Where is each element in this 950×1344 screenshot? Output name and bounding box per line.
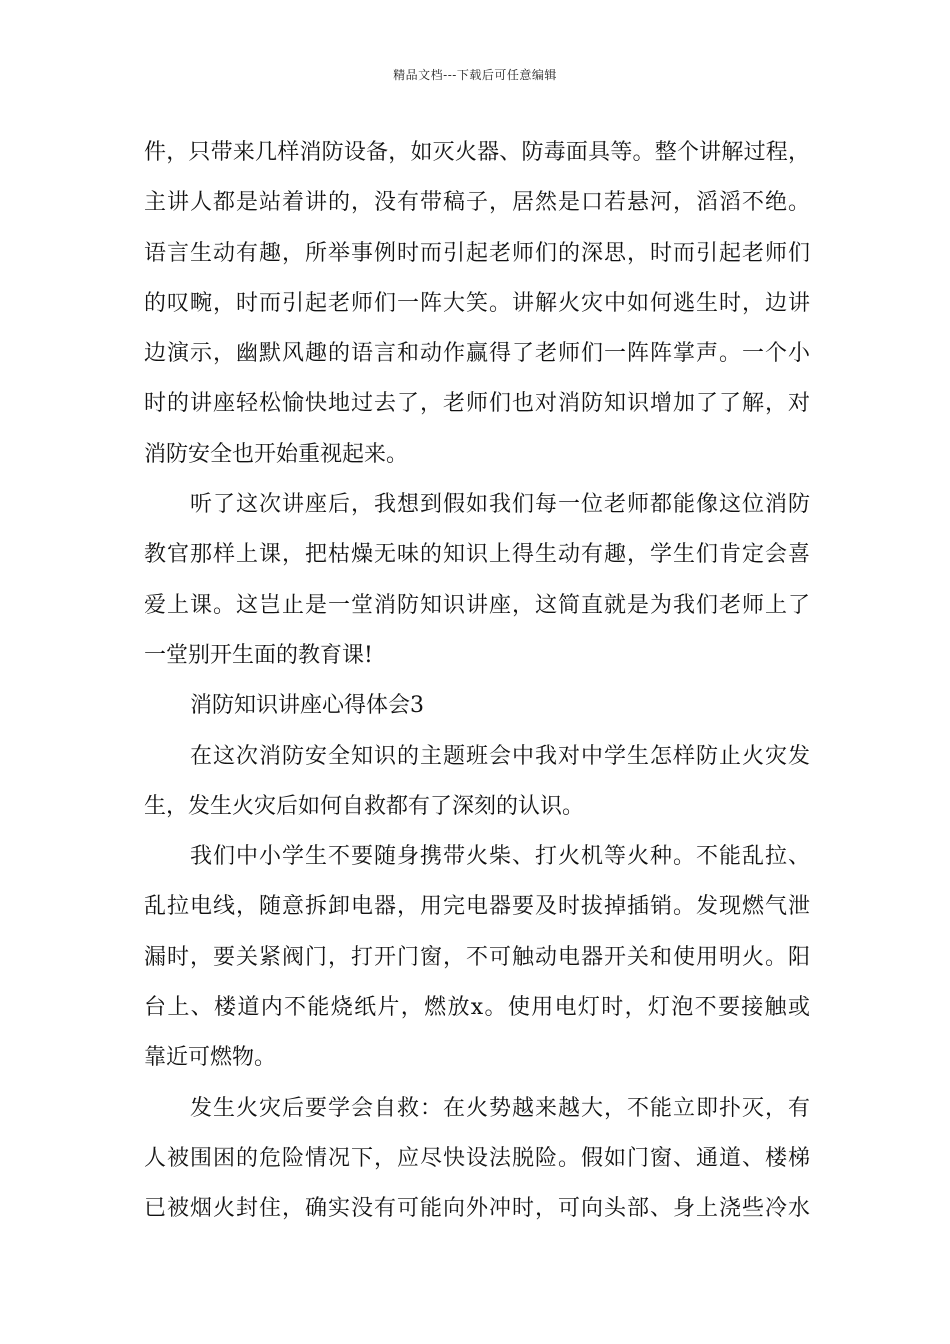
paragraph-first-line: 在这次消防安全知识的主题班会中我对中学生怎样防止火灾发 bbox=[190, 743, 810, 769]
paragraph-first-line: 我们中小学生不要随身携带火柴、打火机等火种。不能乱拉、 bbox=[190, 844, 810, 870]
text-line: 生，发生火灾后如何自救都有了深刻的认识。 bbox=[144, 793, 585, 819]
text-line: 爱上课。这岂止是一堂消防知识讲座，这简直就是为我们老师上了 bbox=[144, 592, 810, 618]
text-line: 一堂别开生面的教育课! bbox=[144, 642, 373, 668]
text-line: 已被烟火封住，确实没有可能向外冲时，可向头部、身上浇些冷水 bbox=[144, 1196, 810, 1222]
text-line: 靠近可燃物。 bbox=[144, 1045, 277, 1071]
text-line: 台上、楼道内不能烧纸片，燃放x。使用电灯时，灯泡不要接触或 bbox=[144, 995, 810, 1021]
text-line: 人被围困的危险情况下，应尽快设法脱险。假如门窗、通道、楼梯 bbox=[144, 1145, 810, 1171]
text-line: 主讲人都是站着讲的，没有带稿子，居然是口若悬河，滔滔不绝。 bbox=[144, 190, 810, 216]
text-line: 件，只带来几样消防设备，如灭火器、防毒面具等。整个讲解过程， bbox=[144, 140, 810, 165]
text-line: 教官那样上课，把枯燥无味的知识上得生动有趣，学生们肯定会喜 bbox=[144, 542, 810, 568]
text-line: 时的讲座轻松愉快地过去了，老师们也对消防知识增加了了解，对 bbox=[144, 391, 810, 417]
text-line: 的叹畹，时而引起老师们一阵大笑。讲解火灾中如何逃生时，边讲 bbox=[144, 290, 810, 316]
text-line: 边演示，幽默风趣的语言和动作赢得了老师们一阵阵掌声。一个小 bbox=[144, 341, 810, 367]
paragraph-first-line: 听了这次讲座后，我想到假如我们每一位老师都能像这位消防 bbox=[190, 492, 810, 518]
section-heading: 消防知识讲座心得体会3 bbox=[190, 693, 424, 719]
text-line: 乱拉电线，随意拆卸电器，用完电器要及时拔掉插销。发现燃气泄 bbox=[144, 894, 810, 920]
text-line: 漏时，要关紧阀门，打开门窗，不可触动电器开关和使用明火。阳 bbox=[144, 944, 810, 970]
text-line: 消防安全也开始重视起来。 bbox=[144, 441, 409, 467]
body-text bbox=[144, 128, 810, 1235]
page-header: 精品文档---下载后可任意编辑 bbox=[393, 68, 557, 82]
text-line: 语言生动有趣，所举事例时而引起老师们的深思，时而引起老师们 bbox=[144, 240, 810, 266]
paragraph-first-line: 发生火灾后要学会自救：在火势越来越大，不能立即扑灭，有 bbox=[190, 1095, 810, 1121]
